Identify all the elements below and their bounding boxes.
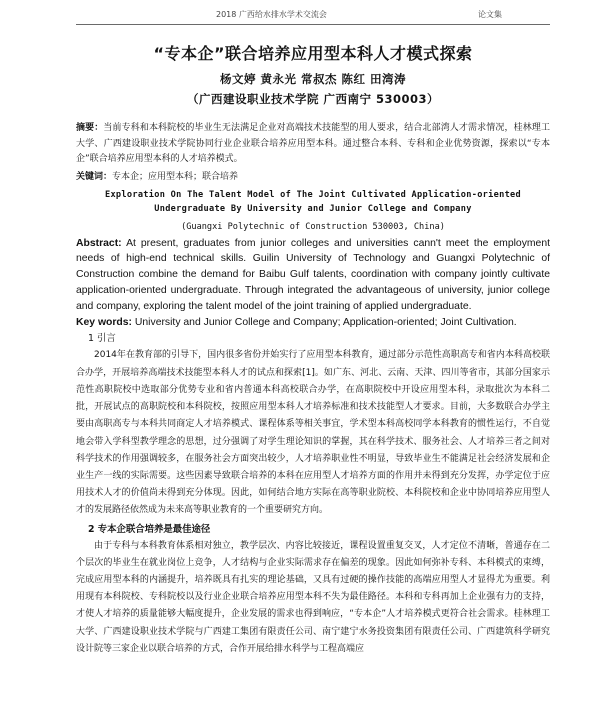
- keywords-en: [76, 315, 550, 330]
- paragraph: 2014年在教育部的引导下，国内很多省份并始实行了应用型本科教育，通过部分示范性高职高专和省内本科高校联合办学，开展培养高端技术技能型本科人才的试点和探索[1]。如广东、河北、云南、天津、四川等省市，其部分国家示范性高职院校中选取部分优势专业和省内普通本科高校联合办学，在高职院校中开设应用型本科，录取批次为本科二批，开展试点的高职院校和本科院校，按照应用型本科人才培养标准和技术技能型人才要求。目前，大多数联合办学主要由高职高专与本科共同商定人才培养模式、课程体系等相关事宜，学术型本科高校同学本科教育的惯性运行，不自觉地会带入学科型教学理念的思想，过分强调了对学生理论知识的掌握，其在科学技术、服务社会、人才培养三者之间对科学技术的作用强调较多，在服务社会方面突出较少，人才培养职业性不明显，导致毕业生不能满足社会经济发展和企业生产一线的实际需要。这些因素导致联合培养的本科在应用型人才培养方面的作用并未得到充分发挥，办学定位于应用技术人才的价值尚未得到充分体现。因此，如何结合地方实际在高等职业院校、本科院校和企业中协同培养应用型人才的发展路径依然成为未来高等职业教育的一个重要研究方向。: [76, 350, 550, 516]
- english-title: Exploration On The Talent Model of The Joint Cultivated Application-oriented Undergraduate By University and Junior College and Company: [104, 189, 521, 214]
- abstract-cn-text: 当前专科和本科院校的毕业生无法满足企业对高端技术技能型的用人要求，结合北部湾人才需求情况，桂林理工大学、广西建设职业技术学院协同行业企业联合培养应用型本科。通过整合本科、专科和企业优势资源，探索以“专本企”联合培养应用型本科的人才培养模式。: [76, 123, 550, 164]
- paragraph: 由于专科与本科教育体系相对独立，教学层次、内容比较接近，课程设置重复交叉，人才定位不清晰，普通存在二个层次的毕业生在就业岗位上竞争，人才结构与企业实际需求存在偏差的现象。因此如何弥补专科、本科模式的束缚，完成应用型本科的内涵提升，培养既具有扎实的理论基础，又具有过硬的操作技能的高端应用型人才显得尤为重要。利用现有本科院校、专科院校以及行业企业联合培养应用型本科不失为最佳路径。本科和专科再加上企业强有力的支持，才使人才培养的质量能够大幅度提升，企业发展的需求也得到响应，“专本企”人才培养模式更符合社会需求。桂林理工大学、广西建设职业技术学院与广西建工集团有限责任公司、南宁建宁水务投资集团有限责任公司、广西建筑科学研究设计院等三家企业以联合培养的方式，合作开展给排水科学与工程高端应: [76, 540, 550, 654]
- keywords-en-label: Key words:: [76, 317, 133, 329]
- abstract-cn-label: 摘要：: [76, 123, 104, 133]
- keywords-cn: [76, 170, 550, 185]
- running-header: [76, 0, 550, 25]
- abstract-en: [76, 236, 550, 315]
- keywords-cn-label: 关键词：: [76, 171, 113, 182]
- english-affiliation: (Guangxi Polytechnic of Construction 530003, China): [181, 221, 445, 232]
- affiliation: （广西建设职业技术学院 广西南宁 530003）: [186, 92, 439, 106]
- keywords-en-text: University and Junior College and Company; Application-oriented; Joint Cultivation.: [132, 317, 517, 329]
- author-list: 杨文婷 黄永光 常叔杰 陈红 田湾涛: [219, 72, 406, 86]
- header-conference: 2018 广西给水排水学术交流会: [216, 10, 327, 19]
- abstract-en-label: Abstract:: [76, 237, 122, 249]
- paper-title: “专本企”联合培养应用型本科人才模式探索: [153, 44, 473, 63]
- keywords-cn-text: 专本企；应用型本科；联合培养: [112, 171, 239, 182]
- section-heading-intro: 1 引言: [88, 333, 116, 345]
- abstract-en-text: At present, graduates from junior colleges and universities cann't meet the employment needs of high-end technical skills. Guilin University of Technology and Guangxi Polytechnic of Construction combine the demand for Baibu Gulf talents, coordination with company jointly cultivate application-oriented undergraduate. Through integrated the advantageous of university, junior college and company, exploring the talent model of the joint training of applied undergraduate.: [76, 237, 550, 312]
- section-heading-joint-training: 2 专本企联合培养是最佳途径: [88, 523, 211, 535]
- abstract-cn: [76, 121, 550, 168]
- header-proceedings: 论文集: [478, 10, 502, 19]
